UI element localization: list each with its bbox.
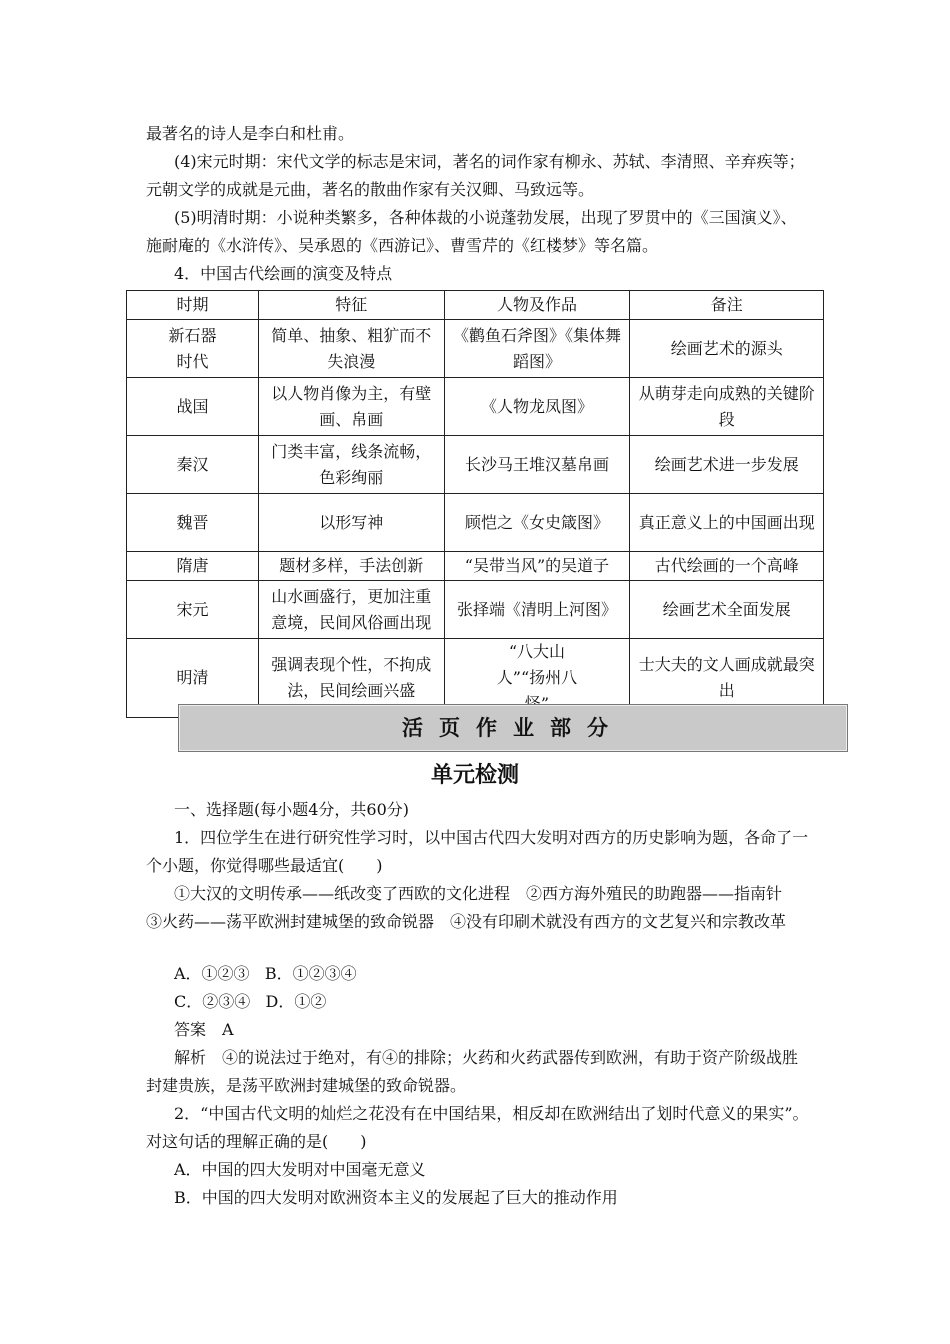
table-row <box>127 378 824 436</box>
table-cell: 绘画艺术进一步发展 <box>630 436 824 494</box>
table-cell: 战国 <box>127 378 259 436</box>
table-row <box>127 436 824 494</box>
table-cell: 古代绘画的一个高峰 <box>630 552 824 581</box>
table-cell: 山水画盛行，更加注重意境，民间风俗画出现 <box>258 581 444 639</box>
table-cell: “吴带当风”的吴道子 <box>444 552 630 581</box>
table-cell: 明清 <box>127 639 259 718</box>
table-cell: 绘画艺术的源头 <box>630 320 824 378</box>
option-a: A．①②③ <box>174 964 250 983</box>
table-cell: 《人物龙凤图》 <box>444 378 630 436</box>
table-cell: 秦汉 <box>127 436 259 494</box>
table-cell: 题材多样，手法创新 <box>258 552 444 581</box>
table-header: 时期 <box>127 291 259 320</box>
unit-title: 单元检测 <box>430 763 519 788</box>
text-line: 最著名的诗人是李白和杜甫。 <box>146 124 355 143</box>
table-header: 备注 <box>630 291 824 320</box>
table-row <box>127 494 824 552</box>
question-1-items: ①大汉的文明传承——纸改变了西欧的文化进程 ②西方海外殖民的助跑器——指南针 ③火药——荡平欧洲封建城堡的致命锐器 ④没有印刷术就没有西方的文艺复兴和宗教改革 <box>146 884 799 931</box>
section-heading: 一、选择题(每小题4分，共60分) <box>174 800 410 819</box>
analysis-text: 解析 ④的说法过于绝对，有④的排除；火药和火药武器传到欧洲，有助于资产阶级战胜封建贵族，是荡平欧洲封建城堡的致命锐器。 <box>146 1048 799 1095</box>
table-cell: 张择端《清明上河图》 <box>444 581 630 639</box>
question-1-options-row2 <box>146 988 810 1016</box>
table-cell: 强调表现个性，不拘成法，民间绘画兴盛 <box>258 639 444 718</box>
table-cell: 长沙马王堆汉墓帛画 <box>444 436 630 494</box>
table-cell: 《鹳鱼石斧图》《集体舞蹈图》 <box>444 320 630 378</box>
table-cell: 从萌芽走向成熟的关键阶段 <box>630 378 824 436</box>
painting-table <box>126 290 824 718</box>
table-cell: 门类丰富，线条流畅，色彩绚丽 <box>258 436 444 494</box>
table-cell: 魏晋 <box>127 494 259 552</box>
answer-text: 答案 A <box>174 1020 234 1039</box>
option-c: C．②③④ <box>174 992 251 1011</box>
table-cell: 绘画艺术全面发展 <box>630 581 824 639</box>
table-cell: 宋元 <box>127 581 259 639</box>
table-row <box>127 581 824 639</box>
table-cell: 隋唐 <box>127 552 259 581</box>
table-row <box>127 552 824 581</box>
table-cell: 以人物肖像为主，有壁画、帛画 <box>258 378 444 436</box>
option-b: B．中国的四大发明对欧洲资本主义的发展起了巨大的推动作用 <box>174 1188 618 1207</box>
table-cell: 新石器时代 <box>127 320 259 378</box>
option-b: B．①②③④ <box>264 964 357 983</box>
question-1-stem: 1．四位学生在进行研究性学习时，以中国古代四大发明对西方的历史影响为题，各命了一个小题，你觉得哪些最适宜( ) <box>146 828 809 875</box>
option-a: A．中国的四大发明对中国毫无意义 <box>174 1160 426 1179</box>
table-cell: 以形写神 <box>258 494 444 552</box>
table-cell: “八大山人”“扬州八 <box>444 639 630 718</box>
question-2-stem: 2．“中国古代文明的灿烂之花没有在中国结果，相反却在欧洲结出了划时代意义的果实”。对这句话的理解正确的是( ) <box>146 1104 809 1151</box>
table-header: 人物及作品 <box>444 291 630 320</box>
paragraph-ming-qing: (5)明清时期：小说种类繁多，各种体裁的小说蓬勃发展，出现了罗贯中的《三国演义》、施耐庵的《水浒传》、吴承恩的《西游记》、曹雪芹的《红楼梦》等名篇。 <box>146 208 797 255</box>
section-banner: 活页作业部分 <box>178 704 848 752</box>
table-header-row <box>127 291 824 320</box>
table-header: 特征 <box>258 291 444 320</box>
table-row <box>127 320 824 378</box>
table-cell: 士大夫的文人画成就最突出 <box>630 639 824 718</box>
table-cell: 简单、抽象、粗犷而不失浪漫 <box>258 320 444 378</box>
question-1-options-row1 <box>146 960 810 988</box>
section-heading: 4．中国古代绘画的演变及特点 <box>174 264 393 283</box>
table-cell: 真正意义上的中国画出现 <box>630 494 824 552</box>
table-cell: 顾恺之《女史箴图》 <box>444 494 630 552</box>
option-d: D．①② <box>265 992 327 1011</box>
paragraph-song-yuan: (4)宋元时期：宋代文学的标志是宋词，著名的词作家有柳永、苏轼、李清照、辛弃疾等；元朝文学的成就是元曲，著名的散曲作家有关汉卿、马致远等。 <box>146 152 805 199</box>
